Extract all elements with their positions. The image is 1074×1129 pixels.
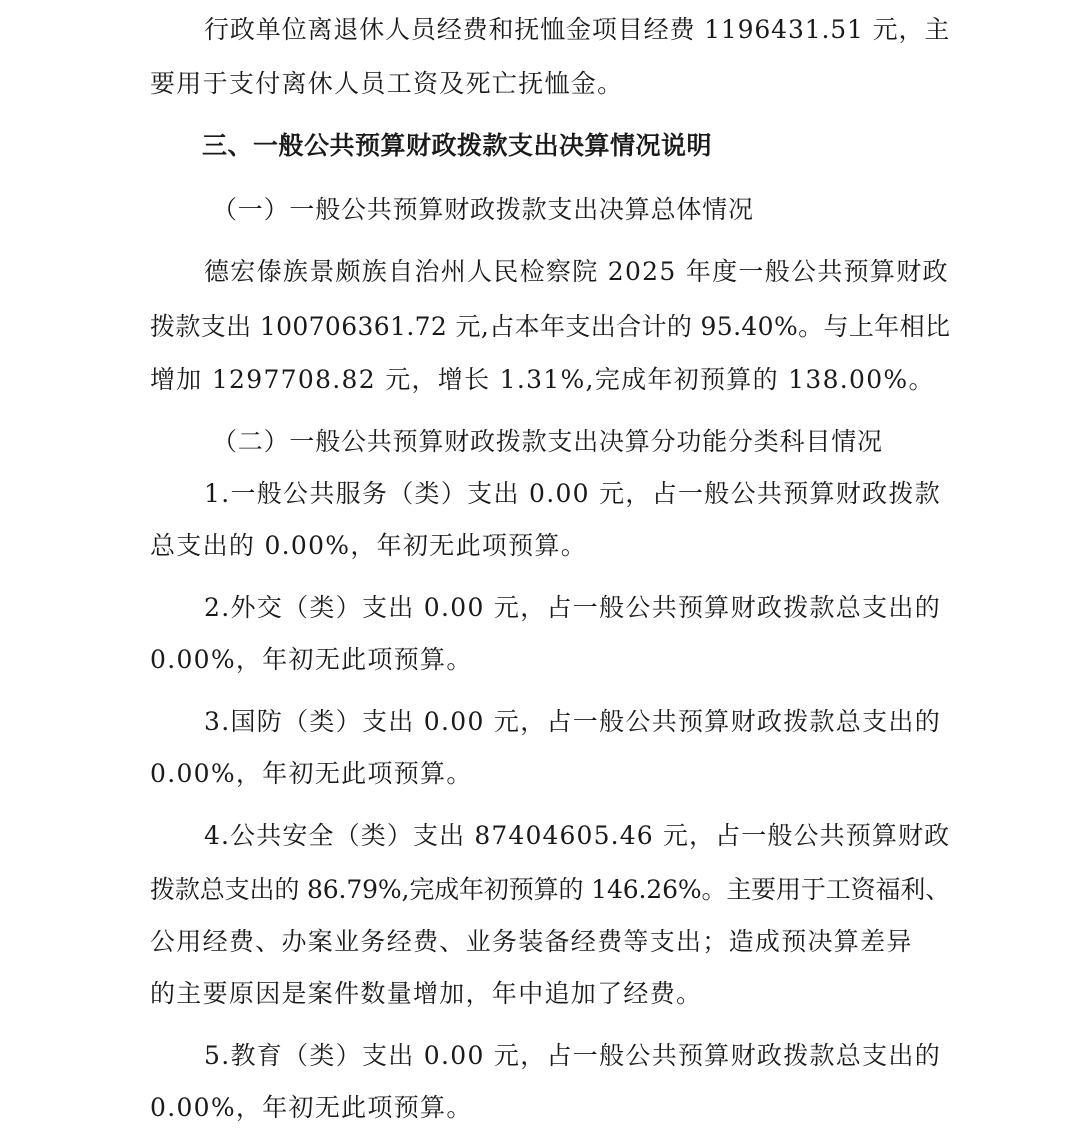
- item-2-line-2: 0.00%，年初无此项预算。: [150, 645, 473, 674]
- item-4-line-3: 公用经费、办案业务经费、业务装备经费等支出；造成预决算差异: [150, 927, 913, 956]
- item-5-line-2: 0.00%，年初无此项预算。: [150, 1093, 473, 1122]
- overall-line-2: 拨款支出 100706361.72 元,占本年支出合计的 95.40%。与上年相比: [150, 312, 951, 341]
- item-4-line-2: 拨款总支出的 86.79%,完成年初预算的 146.26%。主要用于工资福利、: [150, 875, 951, 904]
- retire-expense-line-2: 要用于支付离休人员工资及死亡抚恤金。: [150, 69, 624, 98]
- item-1-line-1: 1.一般公共服务（类）支出 0.00 元，占一般公共预算财政拨款: [204, 479, 942, 508]
- item-2-line-1: 2.外交（类）支出 0.00 元，占一般公共预算财政拨款总支出的: [204, 593, 942, 622]
- retire-expense-line-1: 行政单位离退休人员经费和抚恤金项目经费 1196431.51 元，主: [204, 15, 951, 44]
- item-3-line-1: 3.国防（类）支出 0.00 元，占一般公共预算财政拨款总支出的: [204, 707, 942, 736]
- item-1-line-2: 总支出的 0.00%，年初无此项预算。: [150, 531, 588, 560]
- item-4-line-1: 4.公共安全（类）支出 87404605.46 元，占一般公共预算财政: [204, 821, 951, 850]
- overall-line-1: 德宏傣族景颇族自治州人民检察院 2025 年度一般公共预算财政: [204, 257, 949, 286]
- overall-line-3: 增加 1297708.82 元，增长 1.31%,完成年初预算的 138.00%。: [150, 365, 935, 394]
- item-3-line-2: 0.00%，年初无此项预算。: [150, 759, 473, 788]
- section-3-heading: 三、一般公共预算财政拨款支出决算情况说明: [202, 131, 713, 160]
- subsection-2-heading: （二）一般公共预算财政拨款支出决算分功能分类科目情况: [212, 427, 883, 456]
- subsection-1-heading: （一）一般公共预算财政拨款支出决算总体情况: [212, 195, 754, 224]
- item-5-line-1: 5.教育（类）支出 0.00 元，占一般公共预算财政拨款总支出的: [204, 1041, 942, 1070]
- item-4-line-4: 的主要原因是案件数量增加，年中追加了经费。: [150, 979, 703, 1008]
